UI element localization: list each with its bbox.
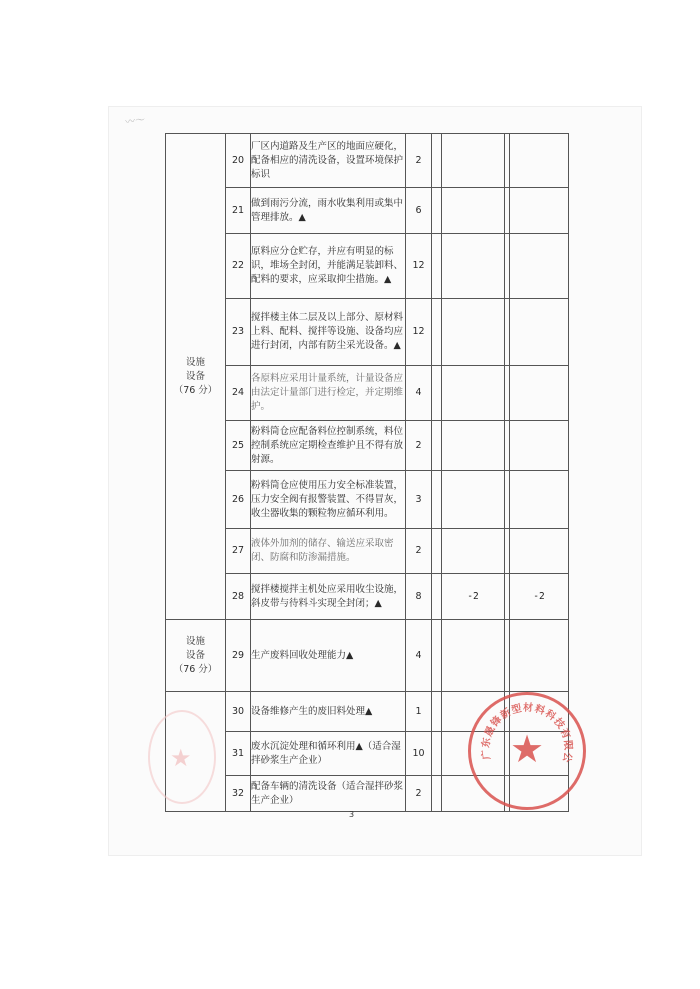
row-description: 设备维修产生的废旧料处理▲ <box>251 692 406 732</box>
category-line: （76 分） <box>173 663 218 675</box>
row-number: 22 <box>226 234 251 299</box>
blank-cell <box>432 574 442 620</box>
row-description: 原料应分仓贮存，并应有明显的标识，堆场全封闭，并能满足装卸料、配料的要求，应采取抑尘措施。▲ <box>251 234 406 299</box>
row-number: 27 <box>226 529 251 574</box>
blank-cell <box>432 529 442 574</box>
row-description: 厂区内道路及生产区的地面应硬化，配备相应的清洗设备，设置环境保护标识 <box>251 134 406 188</box>
blank-cell <box>442 134 505 188</box>
row-description: 废水沉淀处理和循环利用▲（适合湿拌砂浆生产企业） <box>251 732 406 776</box>
row-description: 配备车辆的清洗设备（适合湿拌砂浆生产企业） <box>251 776 406 812</box>
category-line: 设施 <box>185 635 205 647</box>
row-score: 4 <box>406 366 432 421</box>
row-score: 3 <box>406 471 432 529</box>
blank-cell <box>432 234 442 299</box>
table-row <box>166 234 569 299</box>
seal-text-path: 广东晟锋新型材料科技有限公 <box>480 702 574 765</box>
deduction-mark: -2 <box>510 574 569 620</box>
blank-cell <box>510 134 569 188</box>
category-line: （76 分） <box>173 384 218 396</box>
pencil-scribble: 〰〜 <box>124 114 146 129</box>
blank-cell <box>442 234 505 299</box>
row-description: 粉料筒仓应配备料位控制系统，料位控制系统应定期检查维护且不得有放射源。 <box>251 421 406 471</box>
row-number: 26 <box>226 471 251 529</box>
blank-cell <box>510 234 569 299</box>
blank-cell <box>442 421 505 471</box>
star-icon: ★ <box>509 727 545 771</box>
blank-cell <box>432 299 442 366</box>
blank-cell <box>432 692 442 732</box>
blank-cell <box>510 299 569 366</box>
faded-star-icon: ★ <box>170 744 192 772</box>
table-row <box>166 188 569 234</box>
table-row <box>166 299 569 366</box>
row-description: 做到雨污分流，雨水收集利用或集中管理排放。▲ <box>251 188 406 234</box>
blank-cell <box>432 776 442 812</box>
blank-cell <box>442 529 505 574</box>
table-row <box>166 471 569 529</box>
blank-cell <box>442 366 505 421</box>
row-number: 30 <box>226 692 251 732</box>
blank-cell <box>432 188 442 234</box>
category-cell-2 <box>166 620 226 692</box>
blank-cell <box>432 471 442 529</box>
row-score: 2 <box>406 776 432 812</box>
row-score: 2 <box>406 421 432 471</box>
row-score: 8 <box>406 574 432 620</box>
blank-cell <box>510 188 569 234</box>
table-row <box>166 134 569 188</box>
blank-cell <box>432 421 442 471</box>
row-description: 粉料筒仓应使用压力安全标准装置，压力安全阀有报警装置、不得冒灰，收尘器收集的颗粒物应循环利用。 <box>251 471 406 529</box>
blank-cell <box>510 471 569 529</box>
row-score: 12 <box>406 299 432 366</box>
deduction-mark: -2 <box>442 574 505 620</box>
company-seal-stamp <box>468 692 586 810</box>
blank-cell <box>442 620 505 692</box>
table-row <box>166 620 569 692</box>
row-score: 6 <box>406 188 432 234</box>
page-number: 3 <box>349 810 355 819</box>
row-score: 4 <box>406 620 432 692</box>
blank-cell <box>432 134 442 188</box>
row-score: 10 <box>406 732 432 776</box>
table-row <box>166 574 569 620</box>
row-score: 12 <box>406 234 432 299</box>
row-number: 21 <box>226 188 251 234</box>
row-description: 搅拌楼搅拌主机处应采用收尘设施，斜皮带与待料斗实现全封闭；▲ <box>251 574 406 620</box>
row-description: 搅拌楼主体二层及以上部分、原材料上料、配料、搅拌等设施、设备均应进行封闭，内部有防尘采光设备。▲ <box>251 299 406 366</box>
blank-cell <box>442 299 505 366</box>
blank-cell <box>442 471 505 529</box>
table-row <box>166 421 569 471</box>
category-line: 设施 <box>185 356 205 368</box>
row-score: 1 <box>406 692 432 732</box>
row-number: 23 <box>226 299 251 366</box>
row-number: 24 <box>226 366 251 421</box>
row-description: 生产废料回收处理能力▲ <box>251 620 406 692</box>
row-description: 各原料应采用计量系统，计量设备应由法定计量部门进行检定，并定期维护。 <box>251 366 406 421</box>
category-cell-1 <box>166 134 226 620</box>
blank-cell <box>432 366 442 421</box>
row-number: 31 <box>226 732 251 776</box>
row-score: 2 <box>406 134 432 188</box>
blank-cell <box>510 529 569 574</box>
blank-cell <box>510 421 569 471</box>
blank-cell <box>510 366 569 421</box>
category-line: 设备 <box>185 370 205 382</box>
row-score: 2 <box>406 529 432 574</box>
blank-cell <box>432 732 442 776</box>
table-row <box>166 366 569 421</box>
row-number: 25 <box>226 421 251 471</box>
category-line: 设备 <box>185 649 205 661</box>
blank-cell <box>432 620 442 692</box>
faded-seal-stamp <box>148 710 216 804</box>
blank-cell <box>442 188 505 234</box>
row-number: 28 <box>226 574 251 620</box>
row-number: 29 <box>226 620 251 692</box>
row-number: 32 <box>226 776 251 812</box>
row-description: 液体外加剂的储存、输送应采取密闭、防腐和防渗漏措施。 <box>251 529 406 574</box>
blank-cell <box>510 620 569 692</box>
table-row <box>166 529 569 574</box>
row-number: 20 <box>226 134 251 188</box>
